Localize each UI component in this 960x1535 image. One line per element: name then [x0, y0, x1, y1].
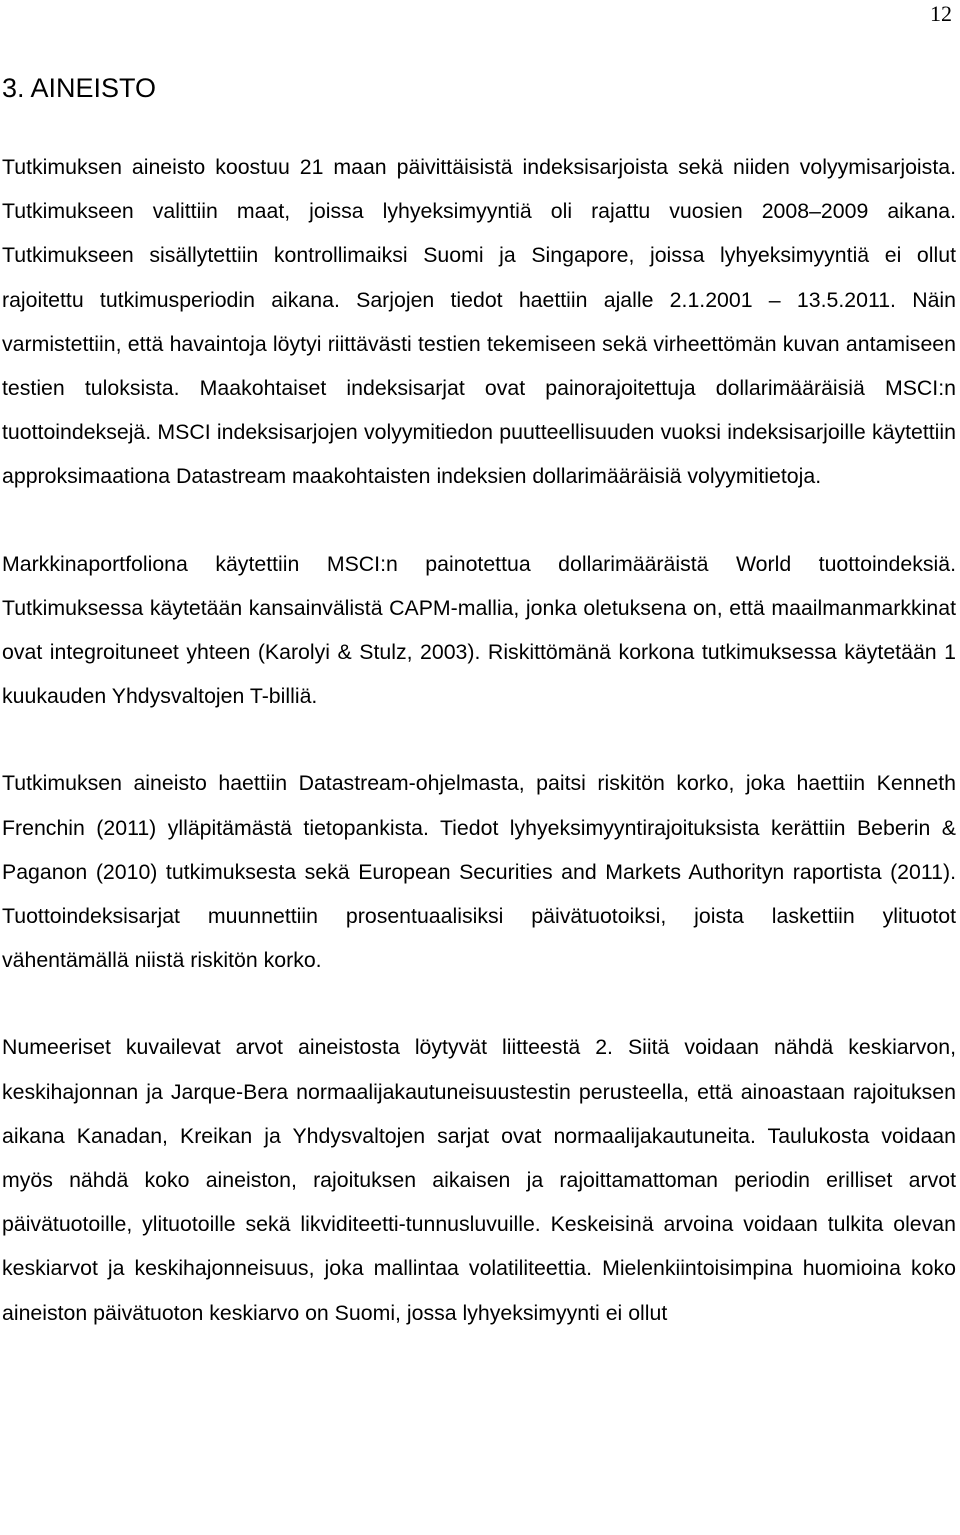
paragraph-descriptive-statistics: Numeeriset kuvailevat arvot aineistosta löytyvät liitteestä 2. Siitä voidaan nähdä keskiarvon, keskihajonnan ja Jarque-Bera normaalijakautuneisuustestin perusteella, että ainoastaan rajoituksen aikana Kanadan, Kreikan ja Yhdysvaltojen sarjat ovat normaalijakautuneita. Taulukosta voidaan myös nähdä koko aineiston, rajoituksen aikaisen ja rajoittamattoman periodin erilliset arvot päivätuotoille, ylituotoille sekä likviditeetti-tunnusluvuille. Keskeisinä arvoina voidaan tulkita olevan keskiarvot ja keskihajonneisuus, joka mallintaa volatiliteettia. Mielenkiintoisimpina huomioina koko aineiston päivätuoton keskiarvo on Suomi, jossa lyhyeksimyynti ei ollut	[2, 1035, 956, 1325]
section-heading: 3. AINEISTO	[2, 73, 157, 103]
page-number: 12	[930, 1, 952, 26]
paragraph-market-portfolio: Markkinaportfoliona käytettiin MSCI:n painotettua dollarimääräistä World tuottoindeksiä. Tutkimuksessa käytetään kansainvälistä CAPM-mallia, jonka oletuksena on, että maailmanmarkkinat ovat integroituneet yhteen (Karolyi & Stulz, 2003). Riskittömänä korkona tutkimuksessa käytetään 1 kuukauden Yhdysvaltojen T-billiä.	[2, 551, 956, 709]
paragraph-data-description: Tutkimuksen aineisto koostuu 21 maan päivittäisistä indeksisarjoista sekä niiden volyymisarjoista. Tutkimukseen valittiin maat, joissa lyhyeksimyyntiä oli rajattu vuosien 2008–2009 aikana. Tutkimukseen sisällytettiin kontrollimaiksi Suomi ja Singapore, joissa lyhyeksimyyntiä ei ollut rajoitettu tutkimusperiodin aikana. Sarjojen tiedot haettiin ajalle 2.1.2001 – 13.5.2011. Näin varmistettiin, että havaintoja löytyi riittävästi testien tekemiseen sekä virheettömän kuvan antamiseen testien tuloksista. Maakohtaiset indeksisarjat ovat painorajoitettuja dollarimääräisiä MSCI:n tuottoindeksejä. MSCI indeksisarjojen volyymitiedon puutteellisuuden vuoksi indeksisarjoille käytettiin approksimaationa Datastream maakohtaisten indeksien dollarimääräisiä volyymitietoja.	[2, 155, 956, 489]
body-text	[2, 145, 956, 1335]
paragraph-data-sources: Tutkimuksen aineisto haettiin Datastream-ohjelmasta, paitsi riskitön korko, joka haettiin Kenneth Frenchin (2011) ylläpitämästä tietopankista. Tiedot lyhyeksimyyntirajoituksista kerättiin Beberin & Paganon (2010) tutkimuksesta sekä European Securities and Markets Authorityn raportista (2011). Tuottoindeksisarjat muunnettiin prosentuaalisiksi päivätuotoiksi, joista laskettiin ylituotot vähentämällä niistä riskitön korko.	[2, 771, 956, 973]
